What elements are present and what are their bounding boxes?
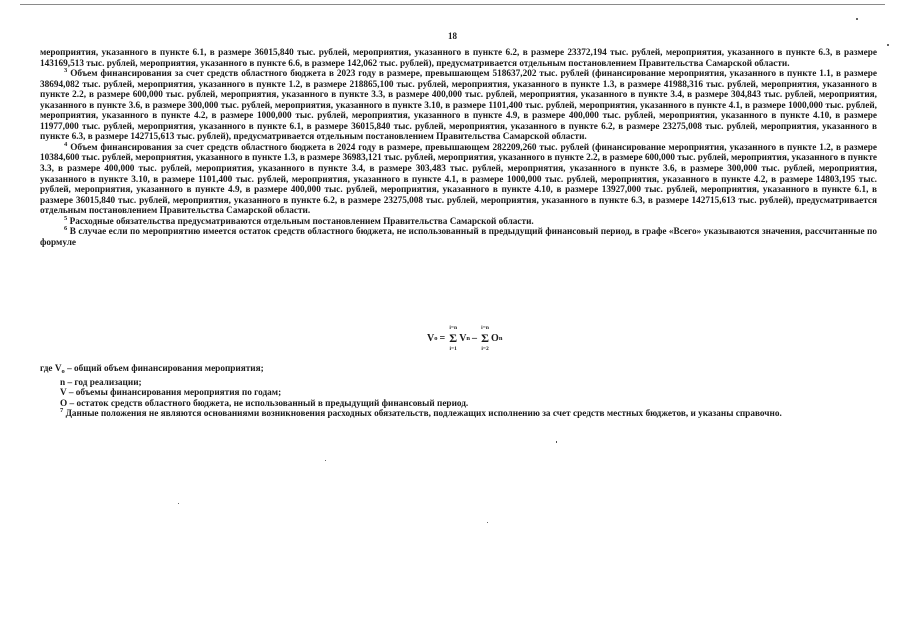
footnote-6 xyxy=(40,227,877,248)
footnote-text: В случае если по мероприятию имеется остаток средств областного бюджета, не использованный в предыдущий финансовый период, в графе «Всего» указываются значения, рассчитанные по формуле xyxy=(40,227,878,248)
formula-lhs: V xyxy=(427,332,435,344)
sum-upper-limit: i=n xyxy=(449,324,458,331)
scan-speck xyxy=(178,503,179,504)
footnote-text: Объем финансирования за счет средств областного бюджета в 2024 году в размере, превышающем 282209,260 тыс. рублей (финансирование мероприятия, указанного в пункте 1.2, в размере 10384,600 тыс. рублей, мероприятия, указанного в пункте 1.3, в размере 36983,121 тыс. рублей, мероприятия, указанного в пункте 2.2, в размере 600,000 тыс. рублей, мероприятия, указанного в пункте 3.3, в размере 400,000 тыс. рублей, мероприятия, указанного в пункте 3.4, в размере 303,483 тыс. рублей, мероприятия, указанного в пункте 3.6, в размере 300,000 тыс. рублей, мероприятия, указанного в пункте 3.10, в размере 1101,400 тыс. рублей, мероприятия, указанного в пункте 4.1, в размере 1000,000 тыс. рублей, мероприятия, указанного в пункте 4.2, в размере 14803,195 тыс. рублей, мероприятия, указанного в пункте 4.9, в размере 400,000 тыс. рублей, мероприятия, указанного в пункте 4.10, в размере 13927,000 тыс. рублей, мероприятия, указанного в пункте 6.1, в размере 36015,840 тыс. рублей, мероприятия, указанного в пункте 6.2, в размере 23275,008 тыс. рублей, мероприятия, указанного в пункте 6.3, в размере 142715,613 тыс. рублей), предусматривается отдельным постановлением Правительства Самарской области. xyxy=(40,142,877,217)
paragraph-continuation xyxy=(40,48,877,69)
footnote-5 xyxy=(40,214,877,228)
legend-item: n – год реализации; xyxy=(60,377,142,388)
scan-speck xyxy=(887,44,889,46)
legend-intro-subscript: o xyxy=(61,368,65,375)
legend-item: O – остаток средств областного бюджета, не использованный в предыдущий финансовый период. xyxy=(60,398,469,409)
document-body xyxy=(40,48,877,248)
footnote-marker: 6 xyxy=(64,225,68,233)
footnote-7 xyxy=(60,409,877,420)
page-number: 18 xyxy=(448,31,457,41)
footnote-marker: 4 xyxy=(64,140,68,148)
legend-intro xyxy=(40,364,877,378)
footnote-text: Расходные обязательства предусматриваются отдельным постановлением Правительства Самарской области. xyxy=(69,216,534,227)
legend-item: V – объемы финансирования мероприятия по годам; xyxy=(60,388,282,399)
footnote-3 xyxy=(40,69,877,143)
sum-lower-limit: i=2 xyxy=(481,345,489,352)
sum-upper-limit: i=n xyxy=(481,324,489,331)
legend-intro-text: где V xyxy=(40,364,62,374)
formula-term-v-subscript: n xyxy=(466,334,471,342)
footnote-marker: 3 xyxy=(64,67,68,75)
formula xyxy=(427,326,502,350)
scan-speck xyxy=(556,441,557,443)
footnote-text: Данные положения не являются основаниями возникновения расходных обязательств, подлежащих исполнению за счет средств местных бюджетов, и указаны справочно. xyxy=(65,409,782,420)
sum-lower-limit: i=1 xyxy=(449,345,457,352)
formula-lhs-subscript: o xyxy=(434,334,438,342)
formula-legend xyxy=(40,364,877,420)
footnote-text: Объем финансирования за счет средств областного бюджета в 2023 году в размере, превышающем 518637,202 тыс. рублей (финансирование мероприятия, указанного в пункте 1.1, в размере 38694,082 тыс. рублей, мероприятия, указанного в пункте 1.2, в размере 218865,100 тыс. рублей, мероприятия, указанного в пункте 1.3, в размере 41988,316 тыс. рублей, мероприятия, указанного в пункте 2.2, в размере 600,000 тыс. рублей, мероприятия, указанного в пункте 3.3, в размере 400,000 тыс. рублей, мероприятия, указанного в пункте 3.4, в размере 304,843 тыс. рублей, мероприятия, указанного в пункте 3.6, в размере 300,000 тыс. рублей, мероприятия, указанного в пункте 3.10, в размере 1101,400 тыс. рублей, мероприятия, указанного в пункте 4.1, в размере 1000,000 тыс. рублей, мероприятия, указанного в пункте 4.2, в размере 1000,000 тыс. рублей, мероприятия, указанного в пункте 4.9, в размере 400,000 тыс. рублей, мероприятия, указанного в пункте 4.10, в размере 11977,000 тыс. рублей, мероприятия, указанного в пункте 6.1, в размере 36015,840 тыс. рублей, мероприятия, указанного в пункте 6.2, в размере 23275,008 тыс. рублей, мероприятия, указанного в пункте 6.3, в размере 142715,613 тыс. рублей), предусматривается отдельным постановлением Правительства Самарской области. xyxy=(40,69,877,143)
formula-term-o: O xyxy=(491,332,499,344)
scan-speck xyxy=(325,460,326,461)
formula-term-o-subscript: n xyxy=(498,334,503,342)
footnote-marker: 7 xyxy=(60,407,64,415)
formula-equals: = xyxy=(439,332,446,344)
summation-sign: Σ i=n i=1 xyxy=(448,331,458,346)
summation-sign: Σ i=n i=2 xyxy=(480,331,490,346)
legend-intro-rest: – общий объем финансирования мероприятия; xyxy=(64,364,264,374)
formula-term-v: V xyxy=(459,332,467,344)
footnote-marker: 5 xyxy=(64,214,68,222)
scan-speck xyxy=(856,18,858,20)
scan-top-rule xyxy=(20,4,885,5)
scan-speck xyxy=(487,522,488,523)
paragraph-text: мероприятия, указанного в пункте 6.1, в размере 36015,840 тыс. рублей, мероприятия, указанного в пункте 6.2, в размере 23372,194 тыс. рублей, мероприятия, указанного в пункте 6.3, в размере 143169,513 тыс. рублей, мероприятия, указанного в пункте 6.6, в размере 142,062 тыс. рублей), предусматривается отдельным постановлением Правительства Самарской области. xyxy=(40,48,877,69)
footnote-4 xyxy=(40,140,877,217)
formula-minus: – xyxy=(472,332,478,344)
